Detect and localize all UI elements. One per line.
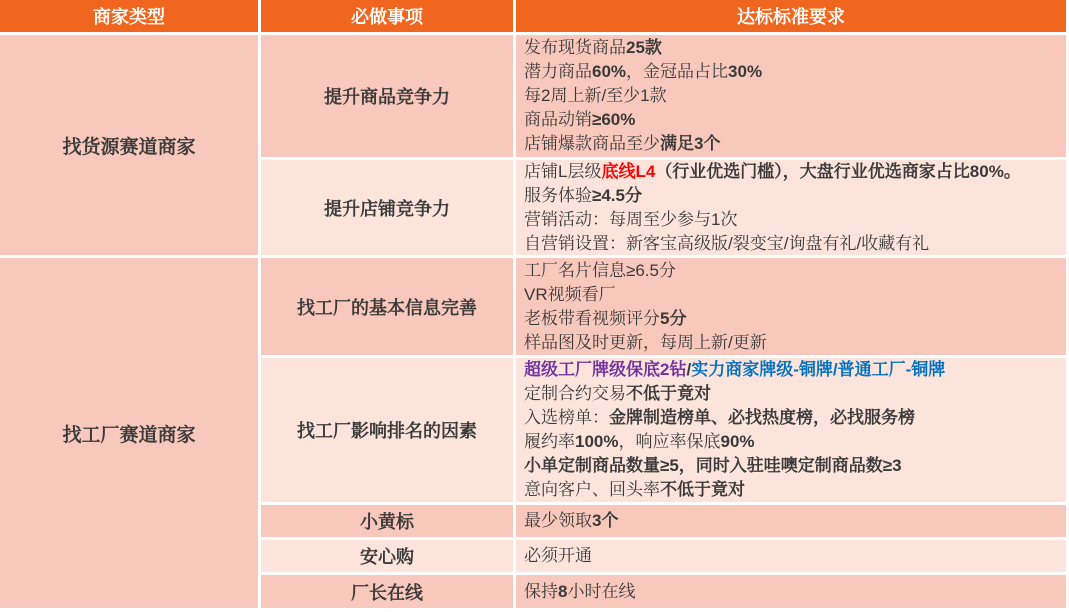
header-must-do: 必做事项 [261, 0, 513, 32]
req-factory-ranking-factors: 超级工厂牌级保底2钻/实力商家牌级-铜牌/普通工厂-铜牌 定制合约交易不低于竟对 入选榜单：金牌制造榜单、必找热度榜，必找服务榜 履约率100%，响应率保底90% 小单定制商品数量≥5，同时入驻哇噢定制商品数≥3 意向客户、回头率不低于竟对 [516, 358, 1066, 502]
header-standard: 达标标准要求 [516, 0, 1066, 32]
task-product-competitiveness: 提升商品竞争力 [261, 35, 513, 157]
task-yellow-label: 小黄标 [261, 505, 513, 537]
req-product-competitiveness: 发布现货商品25款 潜力商品60%，金冠品占比30% 每2周上新/至少1款 商品动销≥60% 店铺爆款商品至少满足3个 [516, 35, 1066, 157]
req-worry-free-purchase: 必须开通 [516, 540, 1066, 572]
header-merchant-type: 商家类型 [0, 0, 258, 32]
task-shop-competitiveness: 提升店铺竞争力 [261, 160, 513, 255]
task-factory-director-online: 厂长在线 [261, 575, 513, 608]
merchant-group-find-goods: 找货源赛道商家 [0, 35, 258, 255]
req-factory-director-online: 保持8小时在线 [516, 575, 1066, 608]
req-factory-basic-info: 工厂名片信息≥6.5分 VR视频看厂 老板带看视频评分5分 样品图及时更新，每周上新/更新 [516, 258, 1066, 355]
task-worry-free-purchase: 安心购 [261, 540, 513, 572]
task-factory-ranking-factors: 找工厂影响排名的因素 [261, 358, 513, 502]
merchant-group-find-factory: 找工厂赛道商家 [0, 258, 258, 608]
req-yellow-label: 最少领取3个 [516, 505, 1066, 537]
req-shop-competitiveness: 店铺L层级底线L4（行业优选门槛），大盘行业优选商家占比80%。 服务体验≥4.5分 营销活动：每周至少参与1次 自营销设置：新客宝高级版/裂变宝/询盘有礼/收藏有礼 [516, 160, 1066, 255]
task-factory-basic-info: 找工厂的基本信息完善 [261, 258, 513, 355]
